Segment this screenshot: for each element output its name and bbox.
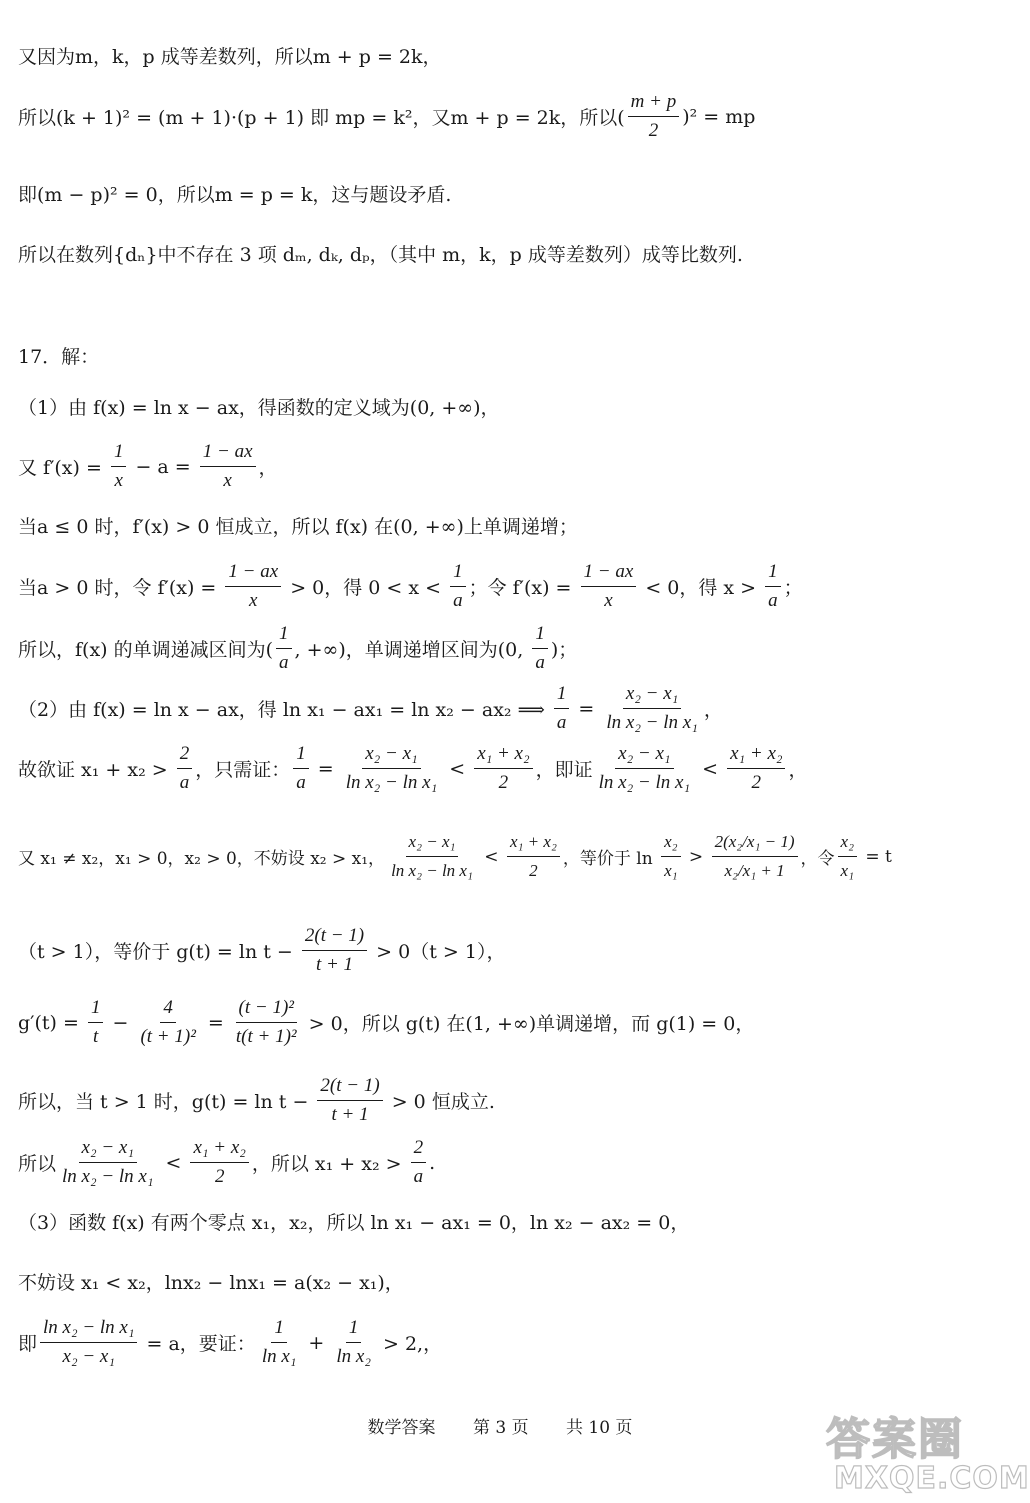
numerator: x₂ − x₁: [406, 830, 459, 857]
denominator: (t + 1)²: [140, 1026, 196, 1047]
fraction: [507, 830, 560, 883]
fraction: [411, 1136, 427, 1189]
text: − a =: [129, 455, 197, 478]
numerator: 2: [177, 742, 193, 769]
fraction: [532, 622, 548, 675]
denominator: ln x₂ − ln x₁: [345, 772, 438, 793]
fraction: [581, 560, 637, 613]
denominator: 2: [648, 120, 659, 141]
denominator: x₂ − x₁: [62, 1346, 115, 1367]
text: <: [159, 1151, 188, 1174]
numerator: 1: [554, 682, 570, 709]
proof-line-1: [18, 42, 990, 69]
proof-line-3: [18, 180, 990, 207]
text: ，: [258, 457, 278, 479]
fraction: [190, 1136, 248, 1189]
denominator: t(t + 1)²: [235, 1026, 297, 1047]
fraction: [727, 742, 785, 795]
denominator: a: [556, 712, 567, 733]
denominator: a: [453, 590, 463, 611]
fraction: [333, 1316, 374, 1369]
text: < 0，得 x >: [639, 577, 763, 599]
text: ，只需证：: [195, 759, 291, 781]
text: > 0，所以 g(t) 在(1, +∞)单调递增，而 g(1) = 0，: [302, 1013, 755, 1035]
text: =: [311, 757, 340, 780]
text: ，等价于 ln: [562, 849, 659, 869]
watermark-en: MXQE.COM: [834, 1461, 1030, 1496]
numerator: x₂ − x₁: [623, 682, 681, 709]
fraction: [596, 742, 693, 795]
text: )；: [550, 639, 578, 661]
fraction: [712, 830, 798, 883]
numerator: 1: [271, 1316, 287, 1343]
text: ，: [788, 759, 808, 781]
fraction: [259, 1316, 300, 1369]
text: )² = mp: [682, 105, 756, 128]
text: =: [201, 1011, 230, 1034]
fraction: [233, 996, 300, 1049]
numerator: ln x₂ − ln x₁: [40, 1316, 137, 1343]
text: −: [106, 1011, 135, 1034]
denominator: a: [768, 590, 778, 611]
part-1-case-a-le-0: [18, 512, 990, 539]
part-1-derivative: [18, 440, 990, 493]
numerator: x₂ − x₁: [362, 742, 420, 769]
text: > 0，得 0 < x <: [284, 577, 448, 599]
fraction: [88, 996, 104, 1049]
numerator: x₁ + x₂: [507, 830, 560, 857]
numerator: m + p: [628, 90, 680, 117]
denominator: x₁: [840, 861, 854, 880]
text: > 2,，: [376, 1333, 443, 1355]
text: 即(m − p)² = 0，所以m = p = k，这与题设矛盾.: [18, 184, 452, 206]
text: > 0 恒成立.: [385, 1091, 495, 1113]
fraction: [450, 560, 466, 613]
text: <: [696, 757, 725, 780]
part-1-monotonic-intervals: [18, 622, 990, 675]
text: （3）函数 f(x) 有两个零点 x₁，x₂，所以 ln x₁ − ax₁ = 0，ln x₂ − ax₂ = 0，: [18, 1212, 690, 1234]
fraction: [317, 1074, 382, 1127]
fraction: [225, 560, 281, 613]
text: ；令 f′(x) =: [468, 577, 578, 599]
fraction: [603, 682, 700, 735]
numerator: 1 − ax: [581, 560, 637, 587]
text: ，即证: [535, 759, 593, 781]
part-2-line-6: [18, 1074, 990, 1127]
numerator: 4: [160, 996, 176, 1023]
denominator: x₂/x₁ + 1: [724, 861, 785, 880]
denominator: a: [279, 652, 289, 673]
text: 即: [18, 1333, 38, 1355]
denominator: x₁: [664, 861, 678, 880]
fraction: [137, 996, 198, 1049]
text: 当a > 0 时，令 f′(x) =: [18, 577, 223, 599]
numerator: x₂: [661, 830, 680, 857]
denominator: 2: [214, 1166, 225, 1187]
text: 所以(k + 1)² = (m + 1)·(p + 1) 即 mp = k²，又m + p = 2k，所以(: [18, 107, 625, 129]
text: .: [429, 1151, 436, 1174]
denominator: ln x₂ − ln x₁: [62, 1166, 154, 1187]
text: ；: [783, 577, 803, 599]
text: g′(t) =: [18, 1011, 85, 1034]
text: +: [302, 1331, 331, 1354]
fraction: [111, 440, 127, 493]
denominator: x: [223, 470, 232, 491]
text: ，令: [800, 849, 835, 869]
proof-conclusion: [18, 240, 990, 267]
text: （2）由 f(x) = ln x − ax，得 ln x₁ − ax₁ = ln x₂ − ax₂ ⟹: [18, 699, 551, 721]
footer-subject: 数学答案: [367, 1418, 436, 1438]
fraction: [765, 560, 781, 613]
fraction: [388, 830, 476, 883]
part-1-case-a-gt-0: [18, 560, 990, 613]
denominator: ln x₂: [336, 1346, 371, 1367]
denominator: t + 1: [315, 954, 354, 975]
numerator: 1 − ax: [225, 560, 281, 587]
watermark-cn: 答案圈: [826, 1414, 964, 1465]
text: 又 x₁ ≠ x₂，x₁ > 0，x₂ > 0，不妨设 x₂ > x₁，: [18, 849, 386, 869]
numerator: x₂: [838, 830, 857, 857]
denominator: a: [179, 772, 190, 793]
numerator: x₂ − x₁: [615, 742, 673, 769]
part-2-line-2: [18, 742, 990, 795]
fraction: [293, 742, 309, 795]
numerator: 2(t − 1): [302, 924, 367, 951]
fraction: [554, 682, 570, 735]
numerator: x₁ + x₂: [474, 742, 532, 769]
text: ，所以 x₁ + x₂ >: [251, 1153, 408, 1175]
text: > 0（t > 1），: [370, 941, 506, 963]
footer-total-pages: 共 10 页: [565, 1418, 633, 1438]
denominator: a: [413, 1166, 424, 1187]
denominator: x: [604, 590, 613, 611]
denominator: x: [114, 470, 123, 491]
text: 当a ≤ 0 时，f′(x) > 0 恒成立，所以 f(x) 在(0, +∞)上单调递增；: [18, 516, 578, 538]
footer-page-number: 第 3 页: [472, 1418, 529, 1438]
part-2-line-4: [18, 924, 990, 977]
proof-line-2: [18, 90, 990, 143]
denominator: ln x₂ − ln x₁: [391, 861, 473, 880]
fraction: [276, 622, 292, 675]
denominator: ln x₂ − ln x₁: [598, 772, 691, 793]
fraction: [661, 830, 680, 883]
fraction: [628, 90, 680, 143]
problem-17-heading: [18, 342, 990, 369]
numerator: (t − 1)²: [236, 996, 297, 1023]
fraction: [474, 742, 532, 795]
part-1-line-1: [18, 393, 990, 420]
denominator: a: [535, 652, 545, 673]
part-2-conclusion: [18, 1136, 990, 1189]
part-2-line-1: [18, 682, 990, 735]
numerator: 1 − ax: [200, 440, 256, 467]
denominator: x: [249, 590, 258, 611]
numerator: 1: [293, 742, 309, 769]
denominator: t: [93, 1026, 99, 1047]
denominator: 2: [529, 861, 538, 880]
numerator: 1: [450, 560, 466, 587]
text: 故欲证 x₁ + x₂ >: [18, 759, 174, 781]
denominator: t + 1: [331, 1104, 369, 1125]
denominator: 2: [751, 772, 762, 793]
text: 不妨设 x₁ < x₂，lnx₂ − lnx₁ = a(x₂ − x₁)，: [18, 1272, 404, 1294]
text: 所以在数列{dₙ}中不存在 3 项 dₘ, dₖ, dₚ，（其中 m，k，p 成等差数列）成等比数列.: [18, 244, 743, 266]
denominator: ln x₂ − ln x₁: [606, 712, 698, 733]
fraction: [200, 440, 256, 493]
part-2-line-5: [18, 996, 990, 1049]
fraction: [343, 742, 440, 795]
numerator: 1: [276, 622, 292, 649]
numerator: 1: [111, 440, 127, 467]
text: （t > 1），等价于 g(t) = ln t −: [18, 941, 299, 963]
numerator: 1: [346, 1316, 362, 1343]
text: 又 f′(x) =: [18, 457, 108, 479]
numerator: x₂ − x₁: [79, 1136, 137, 1163]
text: 又因为m，k，p 成等差数列，所以m + p = 2k，: [18, 46, 442, 68]
numerator: 1: [532, 622, 548, 649]
numerator: 1: [88, 996, 104, 1023]
numerator: x₁ + x₂: [190, 1136, 248, 1163]
text: <: [443, 757, 472, 780]
text: =: [572, 697, 601, 720]
text: <: [478, 846, 504, 867]
part-3-line-3: [18, 1316, 990, 1369]
numerator: 2: [411, 1136, 427, 1163]
part-3-line-1: [18, 1208, 990, 1235]
fraction: [177, 742, 193, 795]
text: 所以，当 t > 1 时，g(t) = ln t −: [18, 1091, 315, 1113]
numerator: 2(t − 1): [317, 1074, 382, 1101]
text: 所以，f(x) 的单调递减区间为(: [18, 639, 274, 661]
text: , +∞)，单调递增区间为(0,: [294, 639, 530, 661]
part-3-line-2: [18, 1268, 990, 1295]
denominator: a: [296, 772, 306, 793]
fraction: [838, 830, 857, 883]
numerator: x₁ + x₂: [727, 742, 785, 769]
denominator: 2: [498, 772, 509, 793]
numerator: 2(x₂/x₁ − 1): [712, 830, 798, 857]
text: = t: [860, 846, 892, 867]
text: ，: [703, 699, 723, 721]
text: = a，要证：: [140, 1333, 256, 1355]
watermark-logo: [826, 1403, 1030, 1499]
text: 所以: [18, 1153, 57, 1175]
fraction: [40, 1316, 137, 1369]
fraction: [302, 924, 367, 977]
text: 17．解：: [18, 346, 100, 368]
denominator: ln x₁: [261, 1346, 297, 1367]
part-2-line-3: [18, 830, 990, 883]
numerator: 1: [765, 560, 781, 587]
text: （1）由 f(x) = ln x − ax，得函数的定义域为(0, +∞)，: [18, 397, 500, 419]
fraction: [59, 1136, 156, 1189]
text: >: [683, 846, 709, 867]
